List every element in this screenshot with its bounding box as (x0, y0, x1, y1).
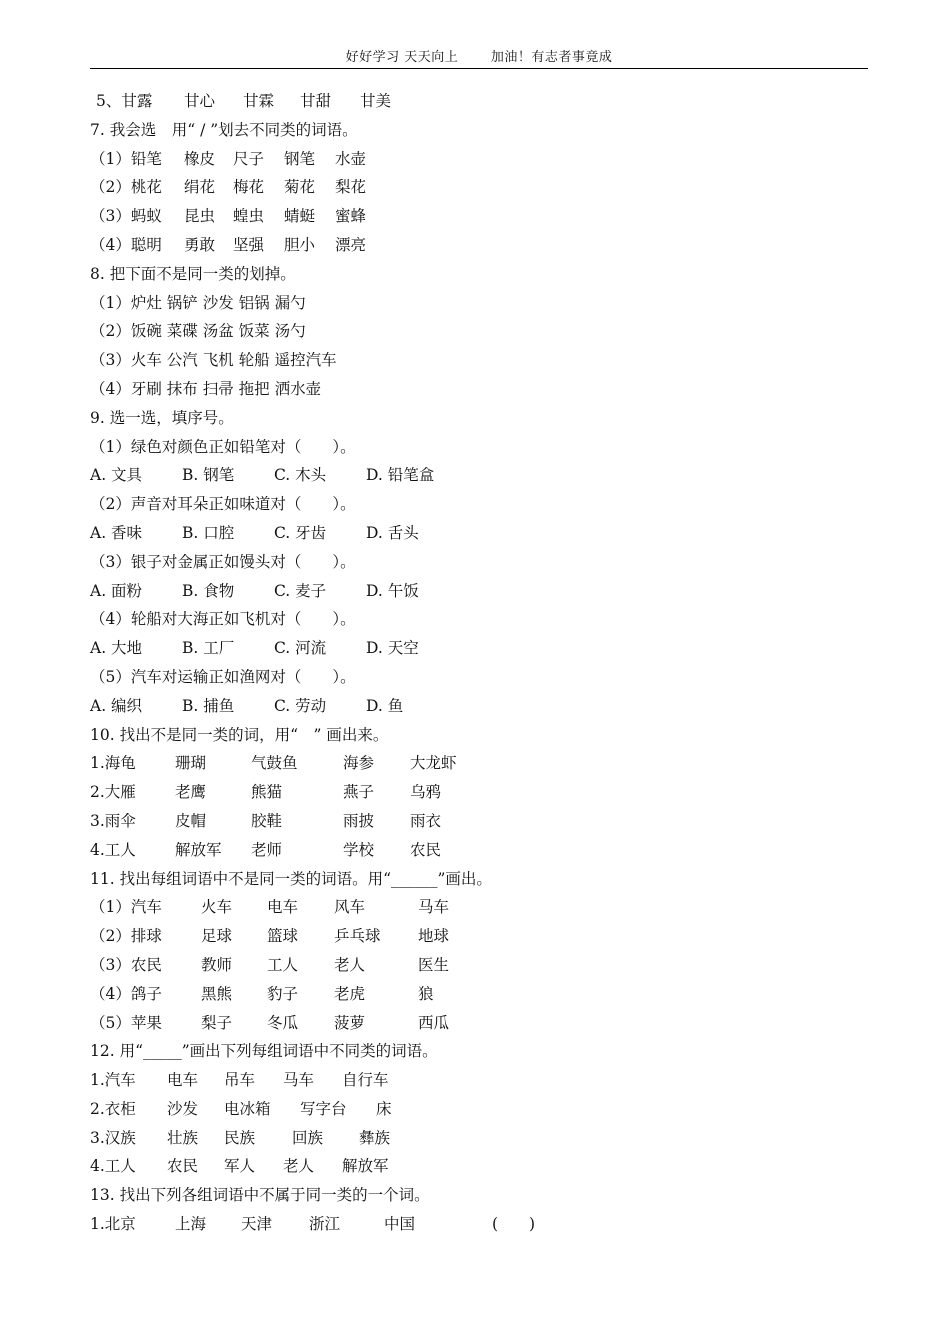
word-option: 冬瓜 (267, 1013, 299, 1032)
word-option: 吊车 (224, 1071, 256, 1090)
word-option: 中国 (384, 1215, 416, 1234)
word-option: 黑熊 (201, 984, 233, 1003)
word-option: 解放军 (175, 840, 222, 859)
word-option: 老人 (334, 955, 366, 974)
word-option: 写字台 (300, 1099, 347, 1118)
word-option: 军人 (224, 1157, 256, 1176)
word-option: 豹子 (267, 984, 299, 1003)
exercise-line (90, 749, 870, 778)
line-text: （1）绿色对颜色正如铅笔对（ ）。 (90, 437, 356, 456)
exercise-line (90, 1095, 870, 1124)
exercise-line (90, 548, 870, 577)
exercise-line (90, 404, 870, 433)
word-option: 气鼓鱼 (251, 754, 298, 773)
word-option: 梨花 (335, 178, 367, 197)
word-option: 昆虫 (184, 207, 216, 226)
line-text: 13. 找出下列各组词语中不属于同一类的一个词。 (90, 1186, 430, 1205)
exercise-line (90, 692, 870, 721)
exercise-line (90, 721, 870, 750)
exercise-line (90, 231, 870, 260)
exercise-line (90, 634, 870, 663)
word-option: 老虎 (334, 984, 366, 1003)
line-text: A. 香味 (90, 523, 143, 542)
word-option: 足球 (201, 927, 233, 946)
line-text: 5、甘露 (96, 92, 153, 110)
word-option: 狼 (418, 984, 434, 1003)
exercise-line (90, 289, 870, 318)
line-text: A. 大地 (90, 639, 143, 658)
exercise-line (90, 807, 870, 836)
exercise-line (90, 317, 870, 346)
exercise-line (90, 605, 870, 634)
line-text: （5）汽车对运输正如渔网对（ ）。 (90, 667, 356, 686)
word-option: 钢笔 (284, 149, 316, 168)
word-option: 天津 (241, 1215, 273, 1234)
word-option: 水壶 (335, 149, 367, 168)
word-option: B. 工厂 (182, 639, 235, 658)
line-text: （5）苹果 (90, 1013, 162, 1032)
header-motto-right: 加油！有志者事竟成 (490, 50, 613, 65)
word-option: 沙发 (167, 1099, 199, 1118)
word-option: 甘心 (184, 92, 216, 110)
line-text: 3.雨伞 (90, 811, 136, 830)
word-option: 坚强 (233, 235, 265, 254)
line-text: 4.工人 (90, 1157, 136, 1176)
line-text: 4.工人 (90, 840, 136, 859)
line-text: （3）蚂蚁 (90, 207, 162, 226)
exercise-line (90, 1124, 870, 1153)
word-option: 电冰箱 (224, 1099, 271, 1118)
word-option: 皮帽 (175, 811, 207, 830)
exercise-line (90, 519, 870, 548)
exercise-line (90, 1037, 870, 1066)
line-text: （4）聪明 (90, 235, 162, 254)
word-option: 老人 (283, 1157, 315, 1176)
line-text: 12. 用“_____”画出下列每组词语中不同类的词语。 (90, 1042, 438, 1061)
word-option: 老师 (251, 840, 283, 859)
exercise-line (90, 778, 870, 807)
line-text: （2）桃花 (90, 178, 162, 197)
exercise-line (90, 980, 870, 1009)
word-option: C. 麦子 (274, 581, 327, 600)
exercise-line (90, 1181, 870, 1210)
word-option: 勇敢 (184, 235, 216, 254)
word-option: 农民 (410, 840, 442, 859)
word-option: 橡皮 (184, 149, 216, 168)
exercise-line (90, 433, 870, 462)
word-option: B. 口腔 (182, 523, 235, 542)
word-option: C. 牙齿 (274, 523, 327, 542)
line-text: 10. 找出不是同一类的词，用“ ” 画出来。 (90, 725, 389, 744)
line-text: 9. 选一选，填序号。 (90, 408, 234, 427)
word-option: 蜻蜓 (284, 207, 316, 226)
word-option: 蝗虫 (233, 207, 265, 226)
word-option: 教师 (201, 955, 233, 974)
line-text: 2.大雁 (90, 783, 136, 802)
word-option: 电车 (267, 898, 299, 917)
line-text: （3）银子对金属正如馒头对（ ）。 (90, 552, 356, 571)
word-option: C. 木头 (274, 466, 327, 485)
word-option: 浙江 (309, 1215, 341, 1234)
word-option: 绢花 (184, 178, 216, 197)
word-option: 蜜蜂 (335, 207, 367, 226)
word-option: 自行车 (342, 1071, 389, 1090)
line-text: （4）牙刷 抹布 扫帚 拖把 洒水壶 (90, 379, 322, 398)
word-option: 乒乓球 (334, 927, 381, 946)
word-option: 学校 (343, 840, 375, 859)
word-option: 西瓜 (418, 1013, 450, 1032)
exercise-line (90, 87, 870, 116)
line-text: A. 文具 (90, 466, 143, 485)
word-option: 民族 (224, 1128, 256, 1147)
exercise-line (90, 922, 870, 951)
line-text: 1.北京 (90, 1215, 136, 1234)
line-text: A. 编织 (90, 696, 143, 715)
exercise-line (90, 375, 870, 404)
line-text: 7. 我会选 用“ / ”划去不同类的词语。 (90, 120, 358, 139)
line-text: （2）排球 (90, 927, 162, 946)
word-option: B. 捕鱼 (182, 696, 235, 715)
line-text: 8. 把下面不是同一类的划掉。 (90, 264, 296, 283)
line-text: （3）火车 公汽 飞机 轮船 遥控汽车 (90, 351, 337, 370)
word-option: 老鹰 (175, 783, 207, 802)
exercise-line (90, 145, 870, 174)
exercise-line (90, 490, 870, 519)
word-option: ( ) (492, 1215, 536, 1234)
line-text: （4）鸽子 (90, 984, 162, 1003)
exercise-line (90, 346, 870, 375)
word-option: D. 天空 (366, 639, 419, 658)
exercise-line (90, 173, 870, 202)
exercise-line (90, 202, 870, 231)
word-option: 解放军 (342, 1157, 389, 1176)
word-option: 彝族 (359, 1128, 391, 1147)
word-option: 尺子 (233, 149, 265, 168)
exercise-line (90, 1152, 870, 1181)
word-option: 篮球 (267, 927, 299, 946)
word-option: D. 午饭 (366, 581, 419, 600)
word-option: 胶鞋 (251, 811, 283, 830)
line-text: 11. 找出每组词语中不是同一类的词语。用“______”画出。 (90, 869, 492, 888)
line-text: （1）炉灶 锅铲 沙发 铝锅 漏勺 (90, 293, 306, 312)
line-text: 1.海龟 (90, 754, 136, 773)
exercise-line (90, 1066, 870, 1095)
exercise-line (90, 865, 870, 894)
word-option: 雨衣 (410, 811, 442, 830)
exercise-line (90, 577, 870, 606)
word-option: 上海 (175, 1215, 207, 1234)
word-option: 农民 (167, 1157, 199, 1176)
word-option: B. 钢笔 (182, 466, 235, 485)
word-option: 地球 (418, 927, 450, 946)
word-option: C. 劳动 (274, 696, 327, 715)
line-text: （1）汽车 (90, 898, 162, 917)
word-option: 珊瑚 (175, 754, 207, 773)
word-option: 甘美 (360, 92, 392, 110)
line-text: （3）农民 (90, 955, 162, 974)
line-text: 1.汽车 (90, 1071, 136, 1090)
word-option: 漂亮 (335, 235, 367, 254)
word-option: 胆小 (284, 235, 316, 254)
exercise-line (90, 1009, 870, 1038)
header-motto-left: 好好学习 天天向上 (345, 50, 459, 65)
page-header (90, 48, 868, 69)
exercise-line (90, 951, 870, 980)
word-option: D. 铅笔盒 (366, 466, 435, 485)
word-option: D. 舌头 (366, 523, 419, 542)
word-option: 回族 (292, 1128, 324, 1147)
exercise-line (90, 663, 870, 692)
word-option: 医生 (418, 955, 450, 974)
line-text: （1）铅笔 (90, 149, 162, 168)
line-text: 3.汉族 (90, 1128, 136, 1147)
word-option: 火车 (201, 898, 233, 917)
word-option: 梅花 (233, 178, 265, 197)
word-option: 电车 (167, 1071, 199, 1090)
word-option: 海参 (343, 754, 375, 773)
line-text: A. 面粉 (90, 581, 143, 600)
line-text: （2）饭碗 菜碟 汤盆 饭菜 汤勺 (90, 322, 306, 341)
word-option: C. 河流 (274, 639, 327, 658)
word-option: B. 食物 (182, 581, 235, 600)
line-text: 2.衣柜 (90, 1099, 136, 1118)
exercise-line (90, 116, 870, 145)
exercise-content (90, 87, 870, 1239)
word-option: 燕子 (343, 783, 375, 802)
word-option: 菊花 (284, 178, 316, 197)
word-option: 床 (376, 1099, 392, 1118)
word-option: 乌鸦 (410, 783, 442, 802)
word-option: 甘霖 (243, 92, 275, 110)
word-option: 菠萝 (334, 1013, 366, 1032)
word-option: 甘甜 (300, 92, 332, 110)
exercise-line (90, 461, 870, 490)
word-option: 马车 (283, 1071, 315, 1090)
word-option: 熊猫 (251, 783, 283, 802)
word-option: 工人 (267, 955, 299, 974)
exercise-line (90, 260, 870, 289)
word-option: 雨披 (343, 811, 375, 830)
word-option: 壮族 (167, 1128, 199, 1147)
word-option: 梨子 (201, 1013, 233, 1032)
exercise-line (90, 836, 870, 865)
word-option: 大龙虾 (410, 754, 457, 773)
line-text: （4）轮船对大海正如飞机对（ ）。 (90, 610, 356, 629)
word-option: D. 鱼 (366, 696, 404, 715)
exercise-line (90, 893, 870, 922)
word-option: 风车 (334, 898, 366, 917)
exercise-line (90, 1210, 870, 1239)
word-option: 马车 (418, 898, 450, 917)
line-text: （2）声音对耳朵正如味道对（ ）。 (90, 495, 356, 514)
